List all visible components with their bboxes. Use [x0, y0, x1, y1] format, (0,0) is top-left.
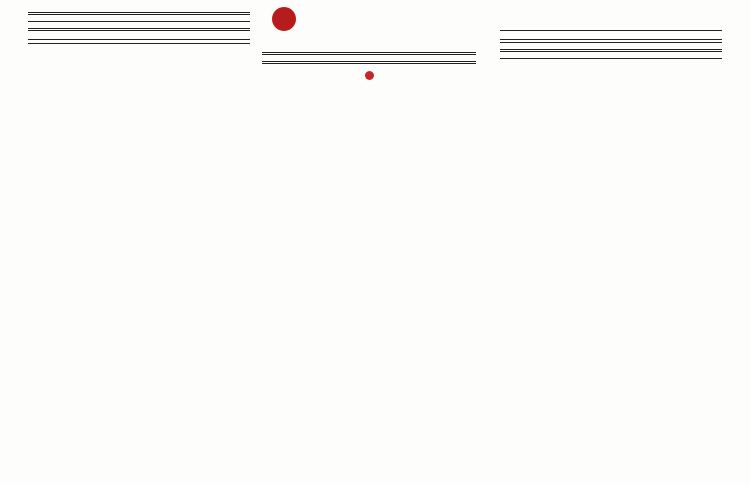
- middle-column: [262, 0, 476, 485]
- right-column: [500, 0, 722, 485]
- left-column: [28, 0, 250, 485]
- chef-owner-line: [262, 71, 476, 80]
- piccoli-title: [262, 52, 476, 55]
- food-network-icon: [365, 71, 374, 80]
- stones-title: [500, 31, 722, 32]
